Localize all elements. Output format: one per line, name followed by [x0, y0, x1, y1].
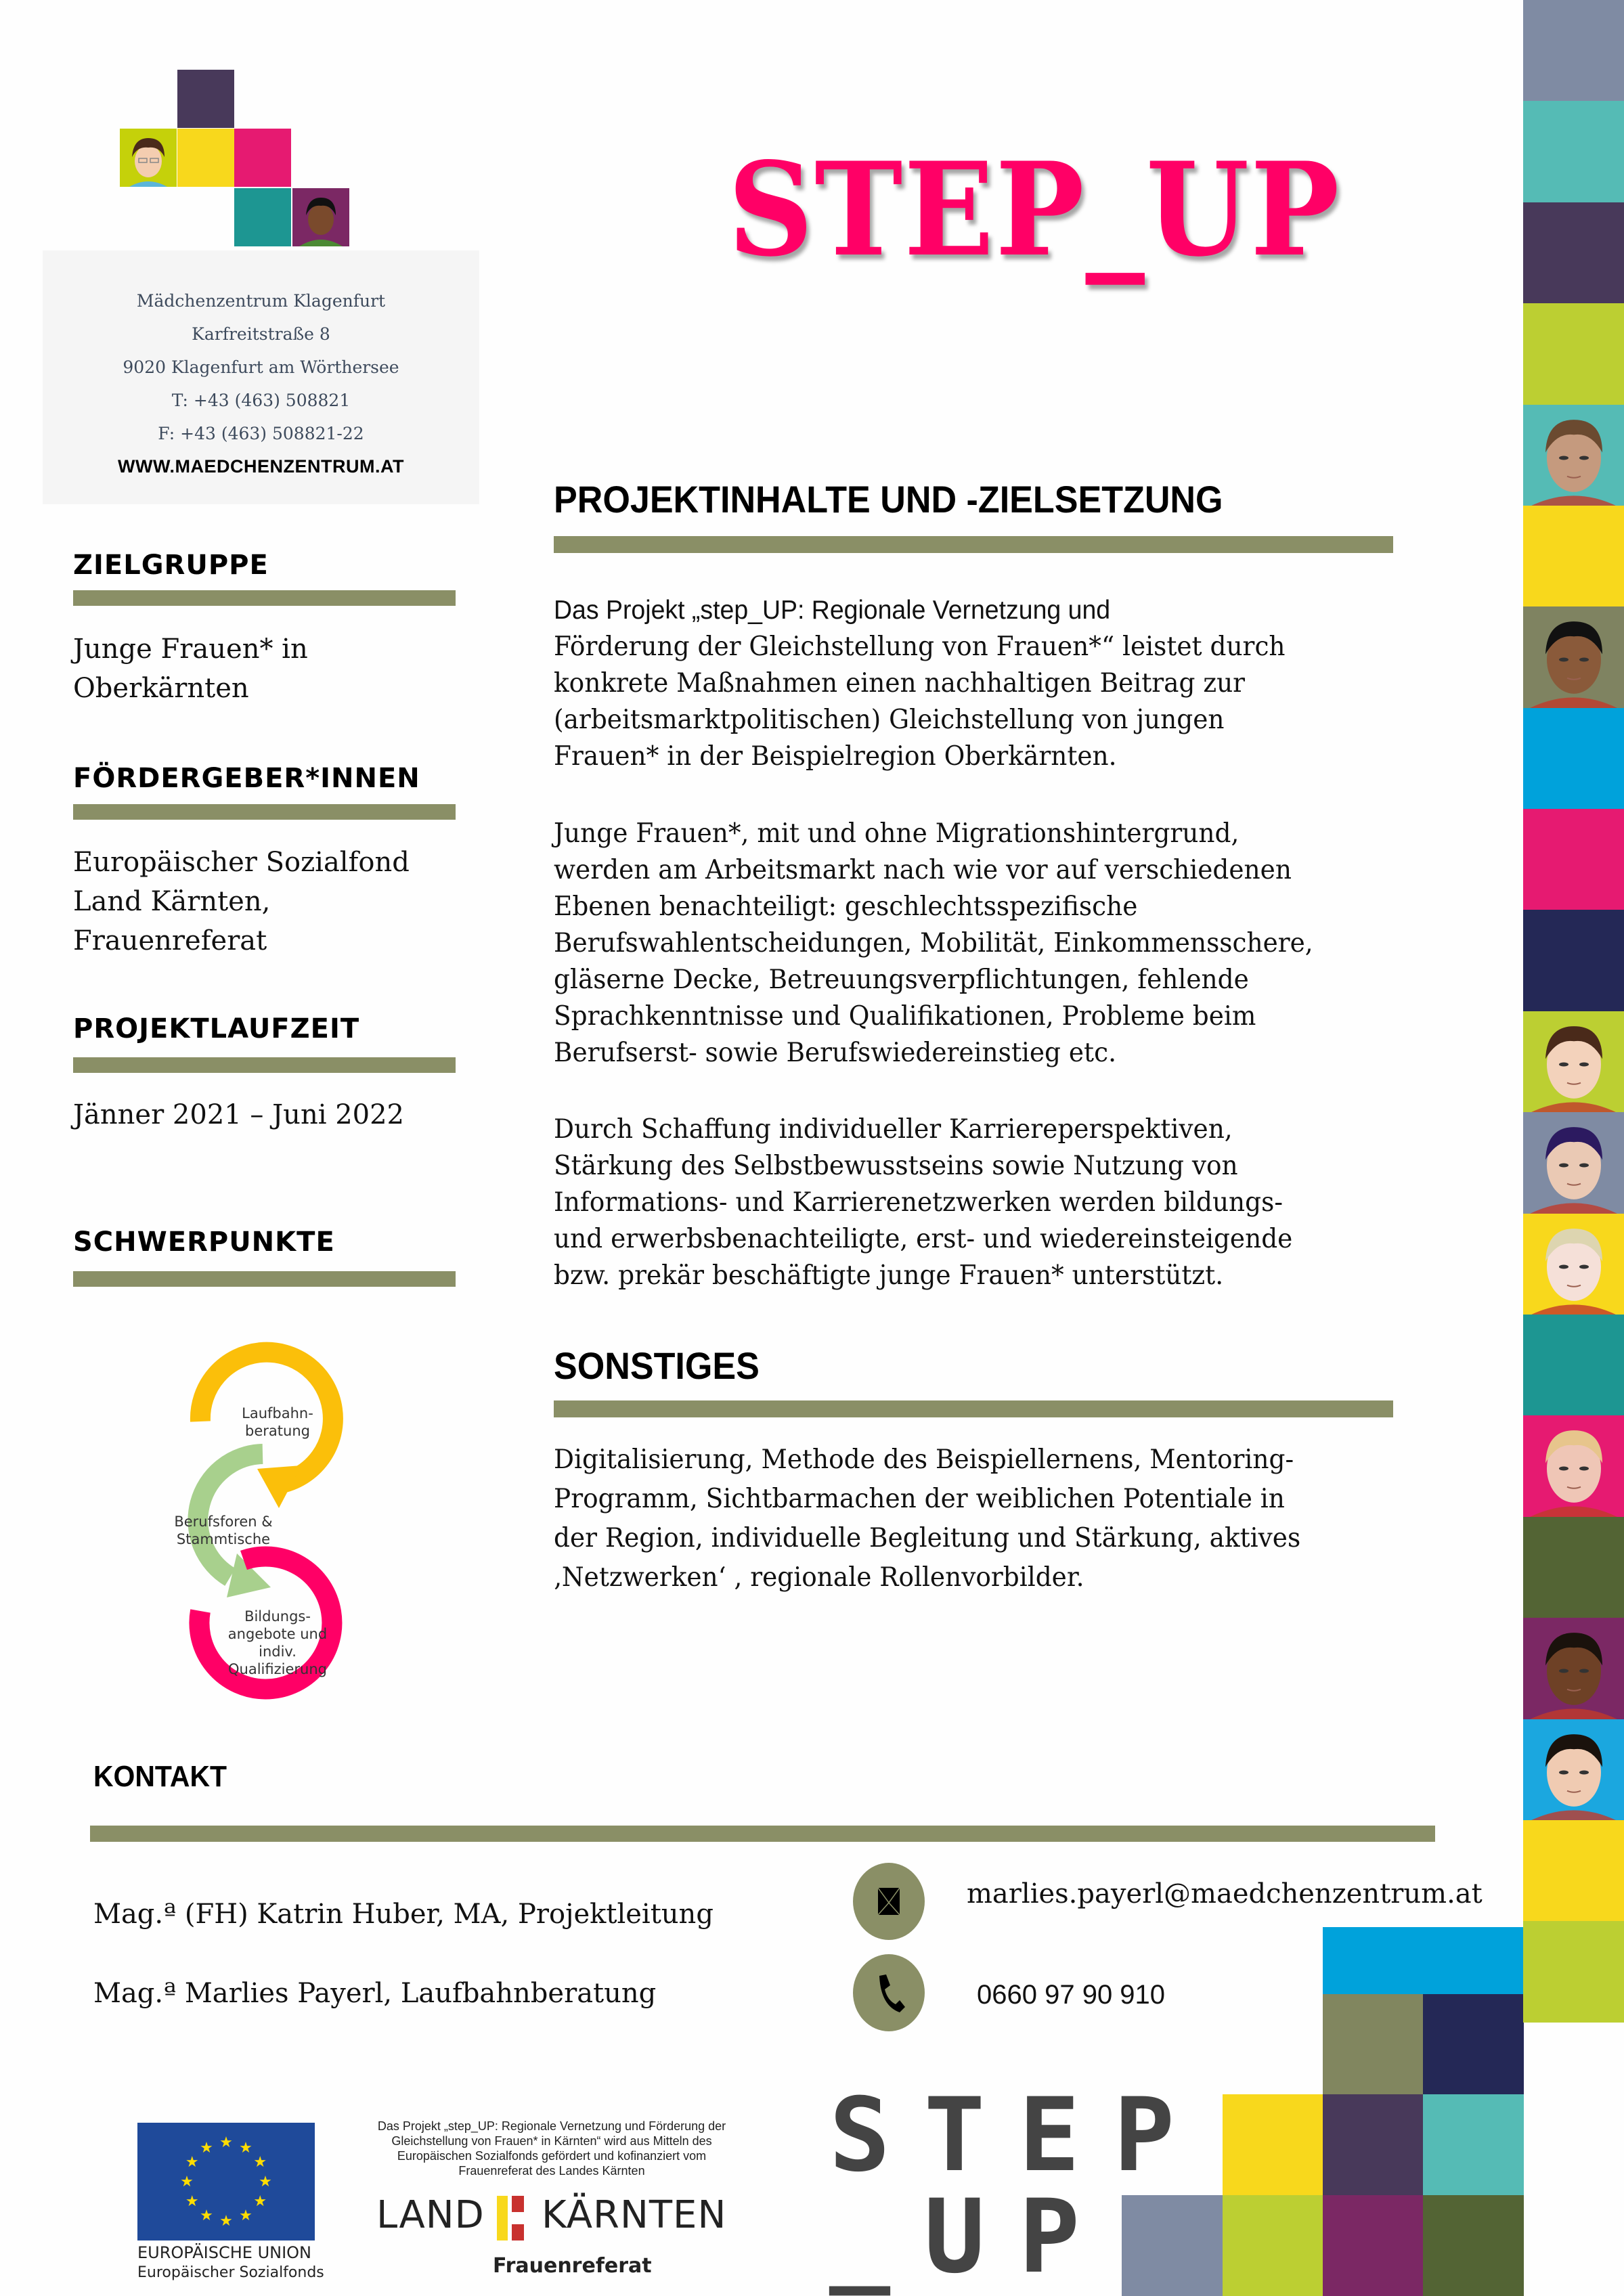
text-line: Das Projekt „step_UP: Regionale Vernetzung und Förderung der — [377, 2119, 726, 2133]
strip-avatar-square — [1523, 606, 1624, 708]
paragraph-2 — [554, 816, 1373, 1072]
heading-kontakt: KONTAKT — [93, 1760, 227, 1793]
contact-email-link[interactable]: marlies.payerl@maedchenzentrum.at — [967, 1878, 1483, 1909]
foerdergeber-text — [73, 843, 479, 961]
eu-star-icon: ★ — [185, 2154, 199, 2171]
logo-letter: P — [1113, 2077, 1175, 2194]
eu-star-icon: ★ — [239, 2139, 253, 2157]
divider — [90, 1826, 1435, 1842]
contact-person-payerl: Mag.ª Marlies Payerl, Laufbahnberatung — [93, 1978, 657, 2009]
envelope-icon — [878, 1888, 900, 1915]
avatar-icon — [1523, 1415, 1624, 1517]
text-line: Frauenreferat — [73, 925, 267, 956]
org-website-link[interactable]: WWW.MAEDCHENZENTRUM.AT — [118, 456, 404, 477]
text-line: ‚Netzwerken‘ , regionale Rollenvorbilder. — [554, 1562, 1084, 1593]
avatar-icon — [1523, 1719, 1624, 1821]
avatar-icon — [1523, 1618, 1624, 1719]
eu-star-icon: ★ — [200, 2139, 213, 2157]
kaernten-logo-yellow-bar — [497, 2196, 508, 2240]
logo-letter: U — [923, 2178, 986, 2296]
mosaic-square — [1223, 1994, 1323, 2095]
org-street: Karfreitstraße 8 — [192, 324, 330, 344]
strip-avatar-square — [1523, 405, 1624, 506]
eu-star-icon: ★ — [185, 2193, 199, 2210]
logo-square-purple — [177, 70, 234, 128]
frauenreferat-label: Frauenreferat — [493, 2254, 652, 2278]
text-line: konkrete Maßnahmen einen nachhaltigen Beitrag zur — [554, 668, 1246, 699]
text-line: Jänner 2021 – Juni 2022 — [73, 1099, 405, 1130]
strip-avatar-square — [1523, 1415, 1624, 1517]
avatar-icon — [1523, 1112, 1624, 1214]
strip-avatar-square — [1523, 1112, 1624, 1214]
eu-star-icon: ★ — [200, 2207, 213, 2225]
funding-note — [366, 2119, 738, 2178]
contact-person-huber: Mag.ª (FH) Katrin Huber, MA, Projektleitung — [93, 1899, 714, 1930]
heading-projektinhalte: PROJEKTINHALTE UND -ZIELSETZUNG — [554, 478, 1223, 521]
contact-phone-link[interactable]: 0660 97 90 910 — [977, 1980, 1166, 2010]
divider — [73, 590, 456, 606]
eu-stars-icon — [137, 2123, 315, 2240]
text-line: Förderung der Gleichstellung von Frauen*“ leistet durch — [554, 632, 1286, 662]
text-line: Junge Frauen* in — [73, 634, 308, 665]
paragraph-3 — [554, 1111, 1373, 1294]
strip-square — [1523, 1315, 1624, 1416]
text-line: Ebenen benachteiligt: geschlechtsspezifische — [554, 891, 1138, 922]
text-line: Berufserst- sowie Berufswiedereinstieg etc. — [554, 1038, 1116, 1068]
eu-caption-1: EUROPÄISCHE UNION — [137, 2243, 312, 2262]
heading-projektlaufzeit: PROJEKTLAUFZEIT — [73, 1013, 360, 1044]
heading-zielgruppe: ZIELGRUPPE — [73, 550, 269, 581]
logo-letter: P — [1018, 2178, 1080, 2296]
text-line: Digitalisierung, Methode des Beispiellernens, Mentoring- — [554, 1444, 1294, 1475]
mosaic-square — [1323, 1994, 1424, 2095]
strip-avatar-square — [1523, 1719, 1624, 1821]
heading-schwerpunkte: SCHWERPUNKTE — [73, 1227, 335, 1258]
text-line: Sprachkenntnisse und Qualifikationen, Probleme beim — [554, 1001, 1256, 1032]
heading-sonstiges: SONSTIGES — [554, 1344, 760, 1387]
strip-square — [1523, 1820, 1624, 1922]
land-kaernten-logo-left: LAND — [376, 2193, 485, 2237]
logo-avatar-square — [120, 129, 177, 187]
logo-avatar-square — [292, 188, 349, 246]
eu-star-icon: ★ — [219, 2213, 233, 2230]
logo-square-teal — [234, 188, 291, 246]
org-name: Mädchenzentrum Klagenfurt — [136, 291, 386, 311]
eu-star-icon: ★ — [180, 2173, 194, 2190]
divider — [554, 536, 1393, 553]
sonstiges-text — [554, 1440, 1373, 1597]
strip-avatar-square — [1523, 1618, 1624, 1719]
heading-foerdergeber: FÖRDERGEBER*INNEN — [73, 763, 420, 794]
text-line: Durch Schaffung individueller Karriereperspektiven, — [554, 1114, 1233, 1145]
eu-flag-logo — [137, 2123, 315, 2240]
text-line: der Region, individuelle Begleitung und Stärkung, aktives — [554, 1523, 1301, 1553]
avatar-icon — [120, 129, 177, 187]
divider — [73, 804, 456, 820]
strip-square — [1523, 506, 1624, 607]
avatar-icon — [1523, 1214, 1624, 1315]
mosaic-square — [1423, 1994, 1524, 2094]
eu-star-icon: ★ — [253, 2154, 267, 2171]
strip-square — [1523, 809, 1624, 910]
text-line: gläserne Decke, Betreuungsverpflichtungen, fehlende — [554, 965, 1249, 995]
strip-square — [1523, 1921, 1624, 2023]
text-line: Frauen* in der Beispielregion Oberkärnten. — [554, 741, 1117, 772]
text-line: (arbeitsmarktpolitischen) Gleichstellung von jungen — [554, 705, 1225, 735]
text-line: Europäischen Sozialfonds gefördert und kofinanziert vom — [397, 2149, 707, 2163]
email-icon-circle — [853, 1863, 925, 1940]
mosaic-square — [1423, 2094, 1524, 2195]
eu-star-icon: ★ — [253, 2193, 267, 2210]
zielgruppe-text — [73, 630, 479, 708]
divider — [73, 1271, 456, 1287]
text-line: Frauenreferat des Landes Kärnten — [458, 2164, 645, 2178]
text-line: und erwerbsbenachteiligte, erst- und wiedereinsteigende — [554, 1224, 1293, 1254]
logo-letter: E — [1018, 2077, 1080, 2194]
page-title: STEP_UP — [728, 134, 1341, 285]
mosaic-square — [1423, 1927, 1524, 1994]
logo-letter: _ — [829, 2178, 891, 2296]
mosaic-square — [1323, 2094, 1424, 2195]
text-line: werden am Arbeitsmarkt nach wie vor auf verschiedenen — [554, 855, 1292, 885]
kaernten-logo-red-block — [512, 2196, 524, 2212]
phone-icon — [875, 1973, 905, 2014]
laufzeit-text — [73, 1095, 479, 1134]
avatar-icon — [1523, 1011, 1624, 1113]
divider — [73, 1057, 456, 1073]
text-line: Informations- und Karrierenetzwerken werden bildungs- — [554, 1187, 1283, 1218]
text-line: Oberkärnten — [73, 673, 249, 704]
strip-avatar-square — [1523, 1214, 1624, 1315]
text-line: bzw. prekär beschäftigte junge Frauen* unterstützt. — [554, 1260, 1224, 1291]
text-line: Das Projekt „step_UP: Regionale Vernetzung und — [554, 596, 1111, 625]
eu-star-icon: ★ — [219, 2134, 233, 2151]
paragraph-1 — [554, 592, 1373, 775]
mosaic-square — [1223, 2094, 1323, 2195]
text-line: Land Kärnten, — [73, 886, 271, 917]
diagram-label-berufsforen: Berufsforen & Stammtische — [174, 1514, 273, 1547]
diagram-label-laufbahn: Laufbahn- beratung — [242, 1405, 313, 1439]
org-fax: F: +43 (463) 508821-22 — [158, 424, 364, 443]
text-line: Stärkung des Selbstbewusstseins sowie Nutzung von — [554, 1151, 1238, 1181]
avatar-icon — [292, 188, 349, 246]
land-kaernten-logo-right: KÄRNTEN — [542, 2193, 727, 2237]
mosaic-square — [1223, 2195, 1323, 2296]
logo-square-yellow — [177, 129, 234, 187]
avatar-icon — [1523, 606, 1624, 708]
text-line: Junge Frauen*, mit und ohne Migrationshintergrund, — [554, 818, 1239, 849]
text-line: Europäischer Sozialfond — [73, 847, 410, 878]
logo-letter: T — [923, 2077, 986, 2194]
mosaic-square — [1423, 2195, 1524, 2296]
mosaic-square — [1122, 2195, 1223, 2296]
mosaic-square — [1323, 2195, 1424, 2296]
eu-star-icon: ★ — [239, 2207, 253, 2225]
phone-icon-circle — [853, 1954, 925, 2031]
strip-avatar-square — [1523, 1011, 1624, 1113]
text-line: Gleichstellung von Frauen* in Kärnten“ wird aus Mitteln des — [391, 2134, 712, 2148]
strip-square — [1523, 910, 1624, 1011]
text-line: Berufswahlentscheidungen, Mobilität, Einkommensschere, — [554, 928, 1313, 958]
strip-square — [1523, 303, 1624, 405]
eu-star-icon: ★ — [259, 2173, 272, 2190]
eu-caption-2: Europäischer Sozialfonds — [137, 2264, 324, 2281]
org-phone: T: +43 (463) 508821 — [171, 391, 351, 410]
logo-square-pink — [234, 129, 291, 187]
divider — [554, 1400, 1393, 1417]
text-line: Programm, Sichtbarmachen der weiblichen Potentiale in — [554, 1484, 1285, 1514]
address-box — [43, 250, 479, 504]
org-city: 9020 Klagenfurt am Wörthersee — [123, 357, 399, 377]
diagram-label-bildung: Bildungs- angebote und indiv. Qualifizierung — [227, 1608, 328, 1677]
logo-letter: S — [829, 2077, 891, 2194]
strip-square — [1523, 708, 1624, 810]
strip-square — [1523, 1517, 1624, 1618]
strip-square — [1523, 101, 1624, 202]
avatar-icon — [1523, 405, 1624, 506]
kaernten-logo-red-block — [512, 2224, 524, 2240]
strip-square — [1523, 202, 1624, 304]
strip-square — [1523, 0, 1624, 102]
